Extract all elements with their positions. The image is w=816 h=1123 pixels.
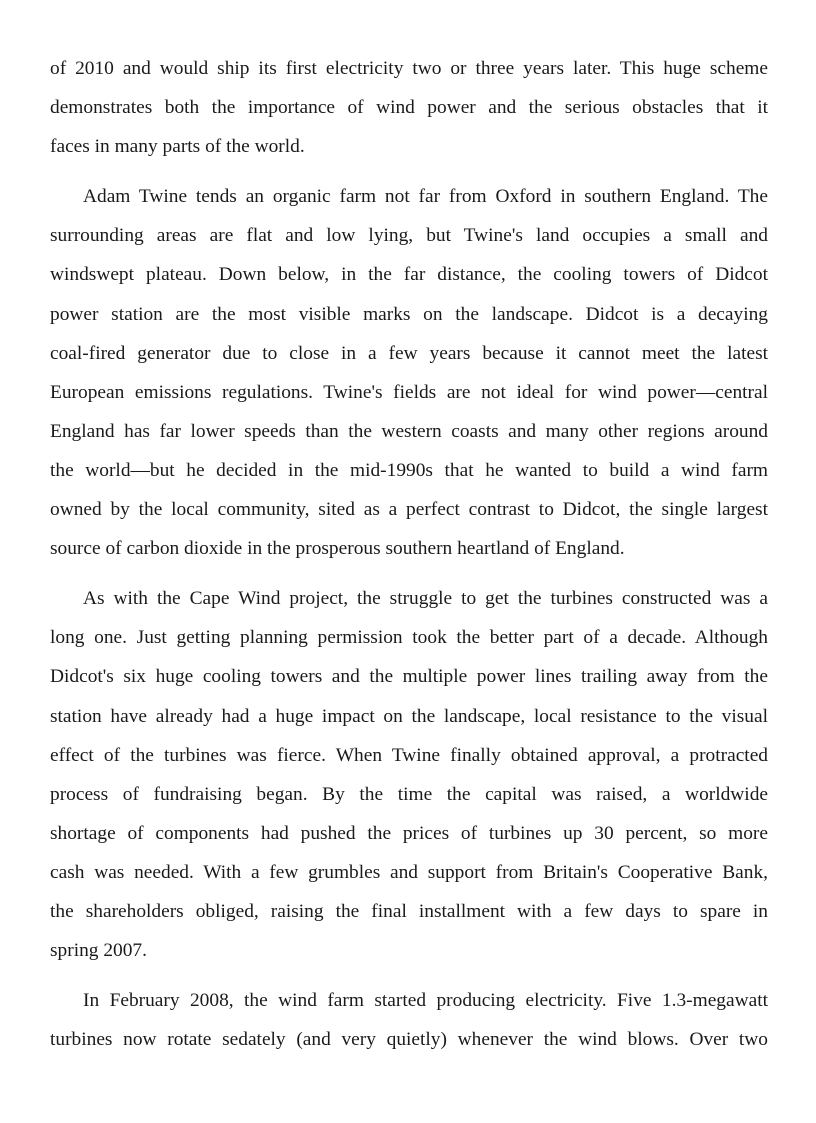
paragraph-line: effect of the turbines was fierce. When Twine finally obtained approval, a protracted [50, 744, 768, 766]
paragraph-4 [50, 981, 768, 1059]
paragraph-line: European emissions regulations. Twine's fields are not ideal for wind power—central [50, 381, 768, 403]
paragraph-line: process of fundraising began. By the time the capital was raised, a worldwide [50, 783, 768, 805]
paragraph-2 [50, 177, 768, 568]
paragraph-line: England has far lower speeds than the western coasts and many other regions around [50, 420, 768, 442]
paragraph-line: shortage of components had pushed the prices of turbines up 30 percent, so more [50, 822, 768, 844]
paragraph-line: spring 2007. [50, 940, 147, 962]
paragraph-line: station have already had a huge impact on the landscape, local resistance to the visual [50, 705, 768, 727]
paragraph-line: surrounding areas are flat and low lying, but Twine's land occupies a small and [50, 225, 768, 247]
paragraph-line: demonstrates both the importance of wind power and the serious obstacles that it [50, 97, 768, 119]
paragraph-line: coal-fired generator due to close in a few years because it cannot meet the latest [50, 342, 768, 364]
paragraph-line: Adam Twine tends an organic farm not far from Oxford in southern England. The [83, 186, 768, 208]
paragraph-line: long one. Just getting planning permission took the better part of a decade. Although [50, 627, 768, 649]
paragraph-line: faces in many parts of the world. [50, 136, 305, 158]
paragraph-line: power station are the most visible marks on the landscape. Didcot is a decaying [50, 303, 768, 325]
paragraph-line: of 2010 and would ship its first electricity two or three years later. This huge scheme [50, 58, 768, 79]
paragraph-line: windswept plateau. Down below, in the far distance, the cooling towers of Didcot [50, 264, 768, 286]
paragraph-line: the world—but he decided in the mid-1990s that he wanted to build a wind farm [50, 459, 768, 481]
paragraph-line: In February 2008, the wind farm started producing electricity. Five 1.3-megawatt [83, 990, 768, 1012]
paragraph-line: cash was needed. With a few grumbles and support from Britain's Cooperative Bank, [50, 861, 768, 883]
paragraph-line: Didcot's six huge cooling towers and the multiple power lines trailing away from the [50, 666, 768, 688]
document-page [50, 49, 768, 1070]
paragraph-line: the shareholders obliged, raising the final installment with a few days to spare in [50, 900, 768, 922]
paragraph-line: owned by the local community, sited as a perfect contrast to Didcot, the single largest [50, 499, 768, 521]
paragraph-1 [50, 49, 768, 166]
paragraph-3 [50, 579, 768, 970]
paragraph-line: turbines now rotate sedately (and very quietly) whenever the wind blows. Over two [50, 1029, 768, 1051]
paragraph-line: As with the Cape Wind project, the struggle to get the turbines constructed was a [83, 588, 768, 610]
paragraph-line: source of carbon dioxide in the prosperous southern heartland of England. [50, 538, 625, 560]
